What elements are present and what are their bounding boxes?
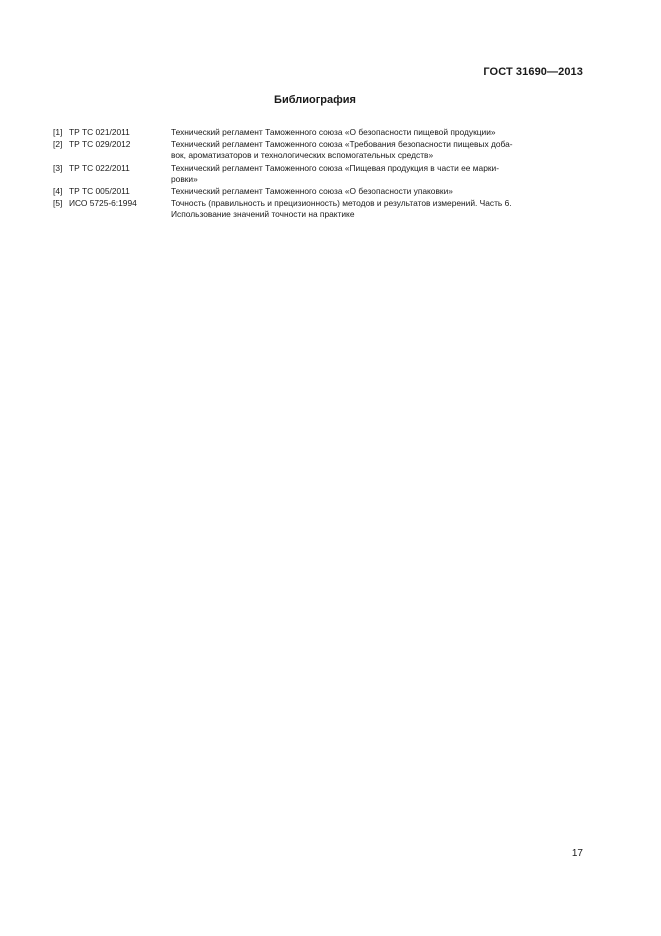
entry-text: Технический регламент Таможенного союза «О безопасности упаковки» <box>171 186 453 197</box>
document-code: ГОСТ 31690—2013 <box>483 66 583 78</box>
entry-number: [4] <box>53 186 63 197</box>
entry-text: Технический регламент Таможенного союза «Пищевая продукция в части ее марки- ровки» <box>171 162 499 184</box>
entry-number: [1] <box>53 127 63 137</box>
entry-number: [5] <box>53 198 63 209</box>
entry-text: Технический регламент Таможенного союза «Требования безопасности пищевых доба- вок, ароматизаторов и технологических вспомогательных средств» <box>171 139 513 161</box>
entry-text: Точность (правильность и прецизионность) методов и результатов измерений. Часть 6. Использование значений точности на практике <box>171 198 512 220</box>
bibliography-entry <box>53 198 583 220</box>
entry-code: ИСО 5725-6:1994 <box>69 198 137 209</box>
entry-code: ТР ТС 021/2011 <box>69 127 130 137</box>
entry-code: ТР ТС 005/2011 <box>69 186 130 197</box>
entry-number: [3] <box>53 162 63 173</box>
bibliography-entry <box>53 127 583 138</box>
bibliography-entry <box>53 186 583 197</box>
entry-number: [2] <box>53 139 63 150</box>
bibliography-title: Библиография <box>274 94 356 106</box>
bibliography-entry <box>53 163 583 185</box>
page-number: 17 <box>571 848 583 859</box>
entry-code: ТР ТС 029/2012 <box>69 139 131 150</box>
bibliography-entry <box>53 139 583 161</box>
bibliography-list <box>53 127 583 222</box>
entry-text: Технический регламент Таможенного союза «О безопасности пищевой продукции» <box>171 127 496 137</box>
entry-code: ТР ТС 022/2011 <box>69 162 130 173</box>
